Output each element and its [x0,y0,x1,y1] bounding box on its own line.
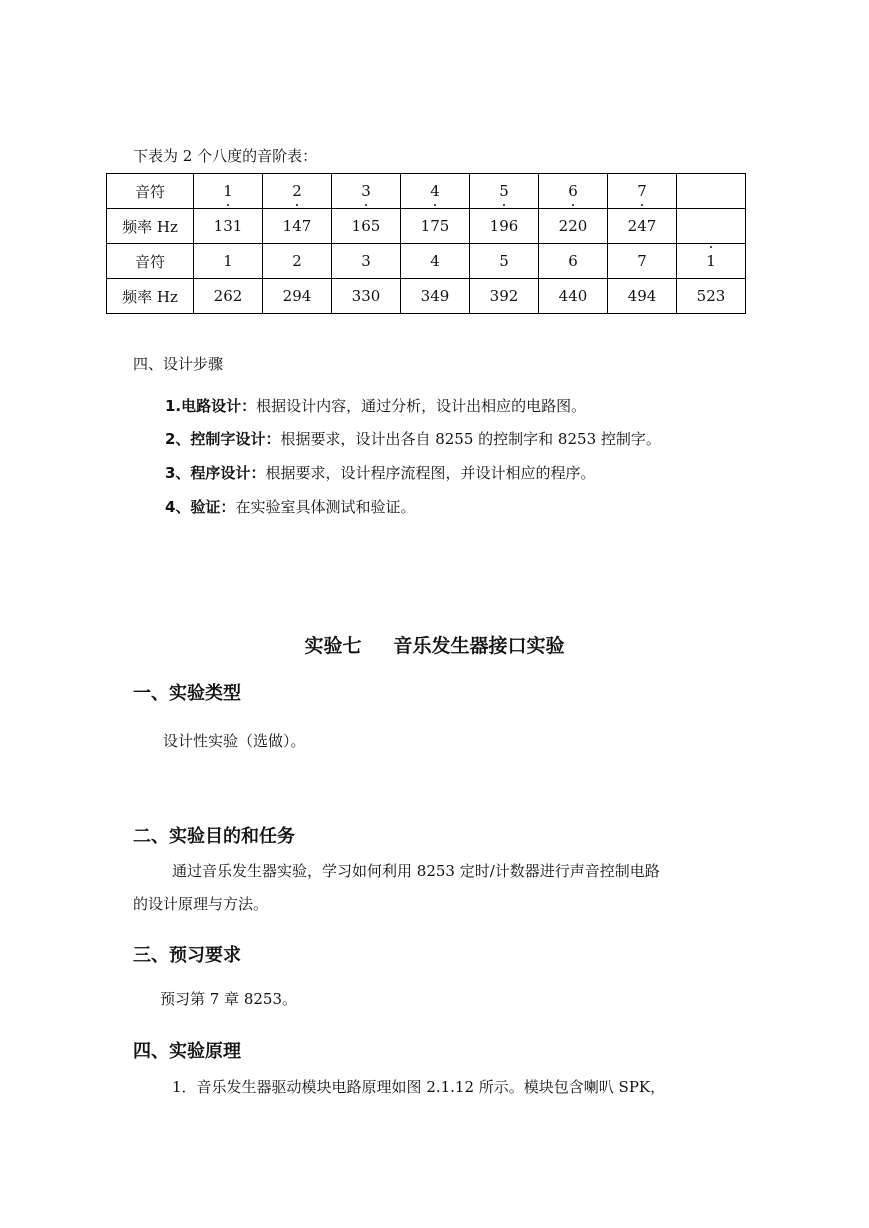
section-text: 通过音乐发生器实验，学习如何利用 8253 定时/计数器进行声音控制电路 [172,862,660,880]
table-cell: 4 · [430,182,440,200]
row-label: 音符 [107,244,194,279]
experiment-name: 音乐发生器接口实验 [393,635,565,657]
table-cell: 523 [677,279,746,314]
table-cell: 4 [401,244,470,279]
table-row [107,244,746,279]
table-cell: 5 [470,244,539,279]
table-cell: 165 [332,209,401,244]
scale-table [106,173,746,314]
table-cell: 262 [194,279,263,314]
table-cell: 147 [263,209,332,244]
step-text: 根据设计内容，通过分析，设计出相应的电路图。 [256,397,587,415]
section-text: 设计性实验（选做）。 [163,732,306,750]
row-label: 频率 Hz [107,279,194,314]
step-label: 4、验证： [165,498,236,516]
section-text: 预习第 7 章 8253。 [160,990,298,1008]
row-label: 频率 Hz [107,209,194,244]
table-cell: 1 · [706,252,716,270]
table-cell: 7 · [637,182,647,200]
section-text: 的设计原理与方法。 [133,895,269,913]
step-text: 根据要求，设计出各自 8255 的控制字和 8253 控制字。 [280,430,661,448]
table-cell: 196 [470,209,539,244]
table-row [107,174,746,209]
table-cell: 3 · [361,182,371,200]
experiment-title [0,631,869,658]
table-cell: 330 [332,279,401,314]
table-cell: 2 [263,244,332,279]
step-text: 在实验室具体测试和验证。 [235,498,416,516]
design-step [165,396,586,416]
section-heading: 一、实验类型 [133,683,241,704]
table-cell: 294 [263,279,332,314]
step-text: 根据要求，设计程序流程图，并设计相应的程序。 [265,464,596,482]
step-label: 1.电路设计： [165,397,257,415]
table-cell: 440 [539,279,608,314]
table-cell: 392 [470,279,539,314]
row-label: 音符 [107,174,194,209]
table-cell: 7 [608,244,677,279]
table-cell: 349 [401,279,470,314]
table-cell: 2 · [292,182,302,200]
table-row [107,209,746,244]
design-heading: 四、设计步骤 [133,355,224,373]
table-cell: 247 [608,209,677,244]
intro-text: 下表为 2 个八度的音阶表： [133,147,318,165]
table-cell: 1 · [223,182,233,200]
step-label: 3、程序设计： [165,464,266,482]
design-step [165,497,415,517]
design-step [165,429,661,449]
table-cell: 6 [539,244,608,279]
table-cell: 175 [401,209,470,244]
section-heading: 二、实验目的和任务 [133,826,295,847]
table-cell: 131 [194,209,263,244]
section-heading: 三、预习要求 [133,945,241,966]
table-cell: 220 [539,209,608,244]
table-row [107,279,746,314]
section-heading: 四、实验原理 [133,1041,241,1062]
section-text: 1．音乐发生器驱动模块电路原理如图 2.1.12 所示。模块包含喇叭 SPK， [172,1078,666,1096]
table-cell: 1 [194,244,263,279]
experiment-number: 实验七 [304,635,362,657]
table-cell: 494 [608,279,677,314]
table-cell [677,174,746,209]
design-step [165,463,595,483]
table-cell: 3 [332,244,401,279]
table-cell: 5 · [499,182,509,200]
table-cell: 6 · [568,182,578,200]
step-label: 2、控制字设计： [165,430,281,448]
